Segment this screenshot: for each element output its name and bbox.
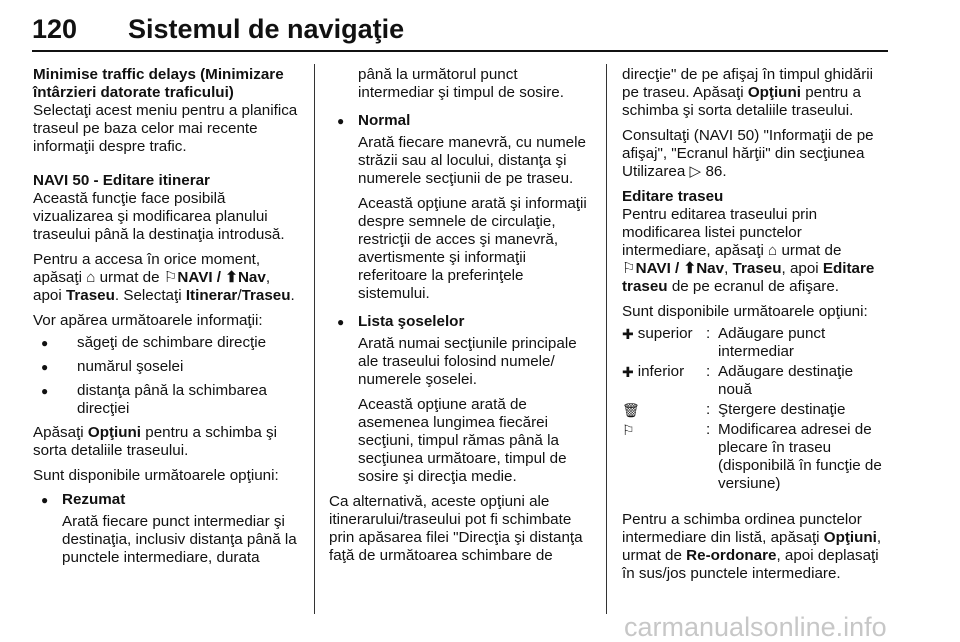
column-right [622,66,890,590]
paragraph: Sunt disponibile următoarele opţiuni: [33,467,279,484]
page-ref-arrow-icon: ▷ [689,163,702,180]
option-row: ✚ superior : Adăugare punct intermediar [622,325,890,361]
option-value: Ştergere destinaţie [718,401,846,418]
flag-icon: ⚐ [622,260,636,277]
info-list [33,334,301,418]
paragraph-editare: Pentru editarea traseului prin modificarea listei punctelor intermediare, apăsaţi ⌂ urmat de ⚐NAVI / ⬆Nav, Traseu, apoi Editare traseu de pe ecranul de afişare. [622,206,875,295]
list-item: ● distanţa până la schimbarea direcţiei [33,382,301,418]
option-normal-label: ● Normal [329,112,591,130]
option-row: ✚ inferior : Adăugare destinaţie nouă [622,363,890,399]
paragraph-continued: până la următorul punct intermediar şi timpul de sosire. [358,66,564,101]
nav-arrow-icon: ⬆ [683,260,697,277]
paragraph-access: Pentru a accesa în orice moment, apăsaţi ⌂ urmat de ⚐NAVI / ⬆Nav, apoi Traseu. Selectaţi Itinerar/Traseu. [33,251,295,304]
column-divider [314,64,315,614]
plus-icon: ✚ [622,364,634,380]
options-table [622,325,890,493]
option-normal-body [329,134,591,303]
column-middle [329,66,591,572]
column-left [33,66,301,567]
column-divider [606,64,607,614]
paragraph: Această funcţie face posibilă vizualizarea şi modificarea planului traseului până la destinaţia introdusă. [33,190,285,243]
paragraph: Sunt disponibile următoarele opţiuni: [622,303,868,320]
option-rezumat-label: ● Rezumat [33,491,301,509]
paragraph: Această opţiune arată şi informaţii despre semnele de circulaţie, restricţii de acces şi manevră, avertismente şi informaţii referitoare la preferinţele sistemului. [358,195,587,302]
option-value: Adăugare punct intermediar [718,325,826,360]
section-heading-editare: Editare traseu [622,188,724,205]
home-icon: ⌂ [768,242,778,259]
option-lista-label: ● Lista şoselelor [329,313,591,331]
trash-icon: 🗑 [622,402,640,418]
paragraph: Ca alternativă, aceste opţiuni ale itinerarului/traseului pot fi schimbate prin apăsarea filei "Direcţia şi distanţa faţă de următoarea schimbare de [329,493,583,564]
option-value: Modificarea adresei de plecare în traseu (disponibilă în funcţie de versiune) [718,421,882,492]
option-row: 🗑 : Ştergere destinaţie [622,401,890,419]
paragraph: Apăsaţi Opţiuni pentru a schimba şi sorta detaliile traseului. [33,424,277,459]
page-number: 120 [32,14,78,44]
list-item: ● numărul şoselei [33,358,301,376]
paragraph: Consultaţi (NAVI 50) "Informaţii de pe afişaj", "Ecranul hărţii" din secţiunea Utilizarea ▷ 86. [622,127,874,180]
home-icon: ⌂ [86,269,96,286]
list-item: ● săgeţi de schimbare direcţie [33,334,301,352]
option-row: ⚐ : Modificarea adresei de plecare în traseu (disponibilă în funcţie de versiune) [622,421,890,493]
flag-icon: ⚐ [163,269,178,286]
page-header [32,6,888,52]
nav-arrow-icon: ⬆ [225,269,238,286]
paragraph: Selectaţi acest meniu pentru a planifica traseul pe baza celor mai recente informaţii despre trafic. [33,102,298,155]
chapter-title: Sistemul de navigaţie [128,14,405,44]
option-lista-body [329,335,591,486]
paragraph: direcţie" de pe afişaj în timpul ghidării pe traseu. Apăsaţi Opţiuni pentru a schimba şi sorta detaliile traseului. [622,66,874,119]
watermark: carmanualsonline.info [624,612,887,642]
paragraph: Pentru a schimba ordinea punctelor intermediare din listă, apăsaţi Opţiuni, urmat de Re-ordonare, apoi deplasaţi în sus/jos punctele intermediare. [622,511,882,582]
header-rule [32,50,888,52]
plus-icon: ✚ [622,326,634,342]
section-heading-minimise: Minimise traffic delays (Minimizare întârzieri datorate traficului) [33,66,284,101]
option-value: Adăugare destinaţie nouă [718,363,854,398]
paragraph: Arată fiecare manevră, cu numele străzii sau al locului, distanţa şi numerele secţiunii de pe traseu. [358,134,586,187]
paragraph: Arată numai secţiunile principale ale traseului folosind numele/ numerele şoselei. [358,335,577,388]
paragraph: Această opţiune arată de asemenea lungimea fiecărei secţiuni, timpul rămas până la secţiunea următoare, timpul de sosire şi direcţia medie. [358,396,567,485]
flag-icon: ⚐ [622,422,635,438]
section-heading-navi50: NAVI 50 - Editare itinerar [33,172,210,189]
option-rezumat-text: Arată fiecare punct intermediar şi destinaţia, inclusiv distanţa până la punctele intermediare, durata [62,513,297,566]
paragraph: Vor apărea următoarele informaţii: [33,312,263,329]
